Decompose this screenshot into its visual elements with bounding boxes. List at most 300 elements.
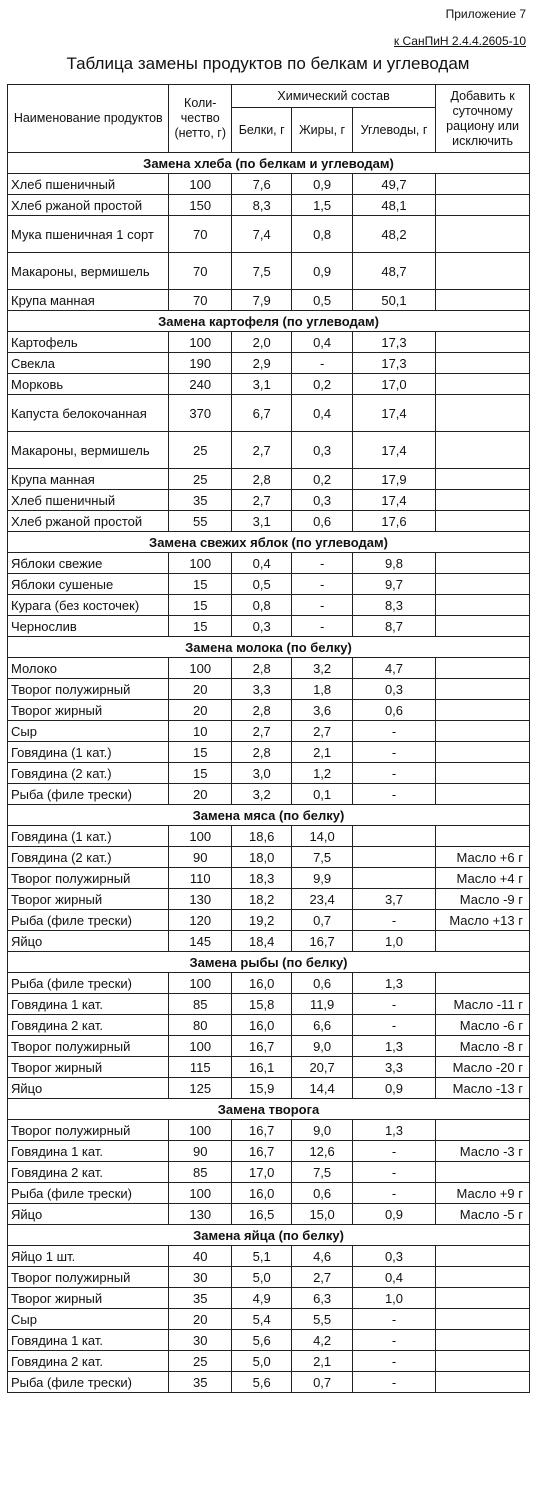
fats-cell: 5,5 bbox=[292, 1309, 352, 1330]
add-exclude-cell bbox=[436, 826, 530, 847]
proteins-cell: 18,4 bbox=[231, 931, 291, 952]
carbs-cell bbox=[352, 868, 435, 889]
add-exclude-cell bbox=[436, 574, 530, 595]
carbs-cell: 1,0 bbox=[352, 1288, 435, 1309]
add-exclude-cell bbox=[436, 353, 530, 374]
quantity-cell: 240 bbox=[169, 374, 232, 395]
proteins-cell: 5,6 bbox=[231, 1330, 291, 1351]
section-title: Замена хлеба (по белкам и углеводам) bbox=[8, 153, 530, 174]
carbs-cell: 48,7 bbox=[352, 253, 435, 290]
add-exclude-cell bbox=[436, 1162, 530, 1183]
add-exclude-cell bbox=[436, 1330, 530, 1351]
product-name-cell: Творог жирный bbox=[8, 1288, 169, 1309]
carbs-cell: 0,3 bbox=[352, 679, 435, 700]
table-row bbox=[8, 511, 530, 532]
product-name-cell: Творог полужирный bbox=[8, 1120, 169, 1141]
table-row bbox=[8, 700, 530, 721]
quantity-cell: 70 bbox=[169, 253, 232, 290]
fats-cell: 4,2 bbox=[292, 1330, 352, 1351]
carbs-cell: - bbox=[352, 763, 435, 784]
carbs-cell: 1,3 bbox=[352, 973, 435, 994]
table-row bbox=[8, 1267, 530, 1288]
proteins-cell: 18,2 bbox=[231, 889, 291, 910]
table-row bbox=[8, 1120, 530, 1141]
table-row bbox=[8, 395, 530, 432]
table-row bbox=[8, 553, 530, 574]
table-row bbox=[8, 658, 530, 679]
product-name-cell: Творог полужирный bbox=[8, 1036, 169, 1057]
table-row bbox=[8, 490, 530, 511]
fats-cell: 0,9 bbox=[292, 174, 352, 195]
fats-cell: 14,0 bbox=[292, 826, 352, 847]
fats-cell: 2,1 bbox=[292, 742, 352, 763]
add-exclude-cell bbox=[436, 395, 530, 432]
fats-cell: 3,2 bbox=[292, 658, 352, 679]
fats-cell: 1,5 bbox=[292, 195, 352, 216]
proteins-cell: 0,4 bbox=[231, 553, 291, 574]
table-row bbox=[8, 889, 530, 910]
add-exclude-cell bbox=[436, 742, 530, 763]
product-name-cell: Говядина 2 кат. bbox=[8, 1351, 169, 1372]
carbs-cell: 3,3 bbox=[352, 1057, 435, 1078]
fats-cell: - bbox=[292, 553, 352, 574]
carbs-cell: 0,9 bbox=[352, 1078, 435, 1099]
product-name-cell: Говядина 2 кат. bbox=[8, 1162, 169, 1183]
fats-cell: 7,5 bbox=[292, 847, 352, 868]
quantity-cell: 90 bbox=[169, 1141, 232, 1162]
add-exclude-cell bbox=[436, 616, 530, 637]
fats-cell: 0,4 bbox=[292, 332, 352, 353]
quantity-cell: 15 bbox=[169, 595, 232, 616]
section-title: Замена молока (по белку) bbox=[8, 637, 530, 658]
product-name-cell: Рыба (филе трески) bbox=[8, 973, 169, 994]
add-exclude-cell bbox=[436, 1246, 530, 1267]
section-title: Замена творога bbox=[8, 1099, 530, 1120]
product-name-cell: Яйцо bbox=[8, 931, 169, 952]
quantity-cell: 125 bbox=[169, 1078, 232, 1099]
fats-cell: 9,9 bbox=[292, 868, 352, 889]
fats-cell: 0,2 bbox=[292, 374, 352, 395]
product-name-cell: Капуста белокочанная bbox=[8, 395, 169, 432]
product-name-cell: Крупа манная bbox=[8, 290, 169, 311]
product-name-cell: Говядина (2 кат.) bbox=[8, 847, 169, 868]
add-exclude-cell: Масло -11 г bbox=[436, 994, 530, 1015]
product-name-cell: Рыба (филе трески) bbox=[8, 1183, 169, 1204]
add-exclude-cell: Масло -6 г bbox=[436, 1015, 530, 1036]
carbs-cell: 49,7 bbox=[352, 174, 435, 195]
carbs-cell: - bbox=[352, 1372, 435, 1393]
fats-cell: 7,5 bbox=[292, 1162, 352, 1183]
table-row bbox=[8, 253, 530, 290]
table-row bbox=[8, 616, 530, 637]
section-header-row bbox=[8, 1099, 530, 1120]
proteins-cell: 3,0 bbox=[231, 763, 291, 784]
appendix-label: Приложение 7 bbox=[445, 7, 526, 21]
quantity-cell: 15 bbox=[169, 763, 232, 784]
add-exclude-cell bbox=[436, 216, 530, 253]
product-name-cell: Чернослив bbox=[8, 616, 169, 637]
quantity-cell: 120 bbox=[169, 910, 232, 931]
quantity-cell: 90 bbox=[169, 847, 232, 868]
quantity-cell: 10 bbox=[169, 721, 232, 742]
proteins-cell: 15,9 bbox=[231, 1078, 291, 1099]
fats-cell: 12,6 bbox=[292, 1141, 352, 1162]
product-name-cell: Творог полужирный bbox=[8, 1267, 169, 1288]
product-name-cell: Говядина (2 кат.) bbox=[8, 763, 169, 784]
table-row bbox=[8, 910, 530, 931]
product-name-cell: Творог жирный bbox=[8, 889, 169, 910]
add-exclude-cell bbox=[436, 1309, 530, 1330]
section-header-row bbox=[8, 1225, 530, 1246]
section-header-row bbox=[8, 532, 530, 553]
section-header-row bbox=[8, 805, 530, 826]
quantity-cell: 100 bbox=[169, 973, 232, 994]
quantity-cell: 130 bbox=[169, 1204, 232, 1225]
quantity-cell: 190 bbox=[169, 353, 232, 374]
carbs-cell: - bbox=[352, 1141, 435, 1162]
quantity-cell: 100 bbox=[169, 332, 232, 353]
carbs-cell: 3,7 bbox=[352, 889, 435, 910]
add-exclude-cell bbox=[436, 700, 530, 721]
proteins-cell: 18,6 bbox=[231, 826, 291, 847]
quantity-cell: 100 bbox=[169, 1120, 232, 1141]
carbs-cell: 48,1 bbox=[352, 195, 435, 216]
proteins-cell: 16,7 bbox=[231, 1141, 291, 1162]
proteins-cell: 2,8 bbox=[231, 658, 291, 679]
add-exclude-cell: Масло -5 г bbox=[436, 1204, 530, 1225]
fats-cell: 0,4 bbox=[292, 395, 352, 432]
add-exclude-cell bbox=[436, 1372, 530, 1393]
proteins-cell: 0,5 bbox=[231, 574, 291, 595]
carbs-cell: - bbox=[352, 721, 435, 742]
regulation-reference: к СанПиН 2.4.4.2605-10 bbox=[393, 34, 526, 48]
section-title: Замена рыбы (по белку) bbox=[8, 952, 530, 973]
table-row bbox=[8, 742, 530, 763]
table-row bbox=[8, 784, 530, 805]
add-exclude-cell bbox=[436, 174, 530, 195]
quantity-cell: 20 bbox=[169, 1309, 232, 1330]
add-exclude-cell bbox=[436, 784, 530, 805]
product-name-cell: Картофель bbox=[8, 332, 169, 353]
product-name-cell: Яйцо bbox=[8, 1078, 169, 1099]
quantity-cell: 55 bbox=[169, 511, 232, 532]
add-exclude-cell: Масло -3 г bbox=[436, 1141, 530, 1162]
carbs-cell: 48,2 bbox=[352, 216, 435, 253]
fats-cell: 0,3 bbox=[292, 432, 352, 469]
product-name-cell: Яйцо 1 шт. bbox=[8, 1246, 169, 1267]
quantity-cell: 100 bbox=[169, 174, 232, 195]
carbs-cell: 1,3 bbox=[352, 1036, 435, 1057]
proteins-cell: 2,7 bbox=[231, 490, 291, 511]
table-row bbox=[8, 1351, 530, 1372]
proteins-cell: 18,3 bbox=[231, 868, 291, 889]
proteins-cell: 2,8 bbox=[231, 700, 291, 721]
section-header-row bbox=[8, 952, 530, 973]
quantity-cell: 85 bbox=[169, 994, 232, 1015]
proteins-cell: 7,4 bbox=[231, 216, 291, 253]
quantity-cell: 80 bbox=[169, 1015, 232, 1036]
table-row bbox=[8, 1015, 530, 1036]
product-name-cell: Крупа манная bbox=[8, 469, 169, 490]
product-name-cell: Творог полужирный bbox=[8, 868, 169, 889]
quantity-cell: 85 bbox=[169, 1162, 232, 1183]
product-name-cell: Яблоки свежие bbox=[8, 553, 169, 574]
product-name-cell: Яйцо bbox=[8, 1204, 169, 1225]
fats-cell: - bbox=[292, 353, 352, 374]
table-row bbox=[8, 332, 530, 353]
quantity-cell: 35 bbox=[169, 1288, 232, 1309]
table-row bbox=[8, 679, 530, 700]
quantity-cell: 15 bbox=[169, 616, 232, 637]
fats-cell: 0,3 bbox=[292, 490, 352, 511]
proteins-cell: 3,1 bbox=[231, 374, 291, 395]
fats-cell: 0,5 bbox=[292, 290, 352, 311]
carbs-cell: - bbox=[352, 742, 435, 763]
product-name-cell: Творог жирный bbox=[8, 700, 169, 721]
proteins-cell: 15,8 bbox=[231, 994, 291, 1015]
fats-cell: 0,2 bbox=[292, 469, 352, 490]
proteins-cell: 5,4 bbox=[231, 1309, 291, 1330]
page-title: Таблица замены продуктов по белкам и углеводам bbox=[66, 54, 470, 73]
product-name-cell: Рыба (филе трески) bbox=[8, 1372, 169, 1393]
fats-cell: 23,4 bbox=[292, 889, 352, 910]
product-name-cell: Сыр bbox=[8, 1309, 169, 1330]
carbs-cell: - bbox=[352, 1330, 435, 1351]
fats-cell: 0,9 bbox=[292, 253, 352, 290]
quantity-cell: 150 bbox=[169, 195, 232, 216]
carbs-cell: 0,3 bbox=[352, 1246, 435, 1267]
add-exclude-cell bbox=[436, 679, 530, 700]
proteins-cell: 19,2 bbox=[231, 910, 291, 931]
table-row bbox=[8, 1036, 530, 1057]
column-header-carbs: Углеводы, г bbox=[352, 108, 435, 153]
product-name-cell: Хлеб пшеничный bbox=[8, 490, 169, 511]
proteins-cell: 8,3 bbox=[231, 195, 291, 216]
table-row bbox=[8, 763, 530, 784]
fats-cell: 9,0 bbox=[292, 1036, 352, 1057]
add-exclude-cell: Масло +4 г bbox=[436, 868, 530, 889]
add-exclude-cell bbox=[436, 595, 530, 616]
table-row bbox=[8, 595, 530, 616]
add-exclude-cell bbox=[436, 374, 530, 395]
add-exclude-cell bbox=[436, 253, 530, 290]
carbs-cell: 17,9 bbox=[352, 469, 435, 490]
fats-cell: 0,8 bbox=[292, 216, 352, 253]
product-name-cell: Хлеб пшеничный bbox=[8, 174, 169, 195]
fats-cell: 15,0 bbox=[292, 1204, 352, 1225]
fats-cell: - bbox=[292, 574, 352, 595]
section-title: Замена картофеля (по углеводам) bbox=[8, 311, 530, 332]
product-name-cell: Макароны, вермишель bbox=[8, 253, 169, 290]
product-name-cell: Говядина 2 кат. bbox=[8, 1015, 169, 1036]
carbs-cell: 17,3 bbox=[352, 353, 435, 374]
quantity-cell: 30 bbox=[169, 1267, 232, 1288]
carbs-cell: 0,9 bbox=[352, 1204, 435, 1225]
proteins-cell: 17,0 bbox=[231, 1162, 291, 1183]
proteins-cell: 16,0 bbox=[231, 1183, 291, 1204]
quantity-cell: 100 bbox=[169, 553, 232, 574]
carbs-cell: - bbox=[352, 910, 435, 931]
quantity-cell: 40 bbox=[169, 1246, 232, 1267]
proteins-cell: 18,0 bbox=[231, 847, 291, 868]
carbs-cell: 9,7 bbox=[352, 574, 435, 595]
fats-cell: 16,7 bbox=[292, 931, 352, 952]
add-exclude-cell bbox=[436, 763, 530, 784]
product-name-cell: Курага (без косточек) bbox=[8, 595, 169, 616]
add-exclude-cell bbox=[436, 511, 530, 532]
proteins-cell: 2,7 bbox=[231, 432, 291, 469]
section-title: Замена яйца (по белку) bbox=[8, 1225, 530, 1246]
carbs-cell: - bbox=[352, 994, 435, 1015]
quantity-cell: 145 bbox=[169, 931, 232, 952]
product-name-cell: Рыба (филе трески) bbox=[8, 910, 169, 931]
carbs-cell: 0,6 bbox=[352, 700, 435, 721]
product-name-cell: Свекла bbox=[8, 353, 169, 374]
table-row bbox=[8, 374, 530, 395]
fats-cell: 0,7 bbox=[292, 1372, 352, 1393]
proteins-cell: 3,1 bbox=[231, 511, 291, 532]
quantity-cell: 20 bbox=[169, 784, 232, 805]
proteins-cell: 4,9 bbox=[231, 1288, 291, 1309]
add-exclude-cell: Масло +13 г bbox=[436, 910, 530, 931]
table-row bbox=[8, 1078, 530, 1099]
product-name-cell: Макароны, вермишель bbox=[8, 432, 169, 469]
carbs-cell: 8,7 bbox=[352, 616, 435, 637]
table-row bbox=[8, 1309, 530, 1330]
product-name-cell: Говядина 1 кат. bbox=[8, 994, 169, 1015]
proteins-cell: 5,0 bbox=[231, 1351, 291, 1372]
add-exclude-cell: Масло +9 г bbox=[436, 1183, 530, 1204]
table-header bbox=[8, 85, 530, 153]
column-header-fats: Жиры, г bbox=[292, 108, 352, 153]
add-exclude-cell bbox=[436, 1288, 530, 1309]
carbs-cell: 1,3 bbox=[352, 1120, 435, 1141]
quantity-cell: 15 bbox=[169, 742, 232, 763]
proteins-cell: 7,9 bbox=[231, 290, 291, 311]
product-name-cell: Сыр bbox=[8, 721, 169, 742]
fats-cell: 6,6 bbox=[292, 1015, 352, 1036]
proteins-cell: 16,7 bbox=[231, 1036, 291, 1057]
carbs-cell: 8,3 bbox=[352, 595, 435, 616]
table-row bbox=[8, 1330, 530, 1351]
section-header-row bbox=[8, 153, 530, 174]
add-exclude-cell: Масло -20 г bbox=[436, 1057, 530, 1078]
column-header-add-or-exclude: Добавить к суточному рациону или исключить bbox=[436, 85, 530, 153]
table-row bbox=[8, 847, 530, 868]
add-exclude-cell bbox=[436, 973, 530, 994]
table-row bbox=[8, 290, 530, 311]
quantity-cell: 25 bbox=[169, 432, 232, 469]
fats-cell: 0,1 bbox=[292, 784, 352, 805]
carbs-cell: - bbox=[352, 1183, 435, 1204]
proteins-cell: 2,8 bbox=[231, 469, 291, 490]
carbs-cell: 17,4 bbox=[352, 490, 435, 511]
carbs-cell: 50,1 bbox=[352, 290, 435, 311]
add-exclude-cell bbox=[436, 931, 530, 952]
carbs-cell: - bbox=[352, 1309, 435, 1330]
table-row bbox=[8, 973, 530, 994]
add-exclude-cell bbox=[436, 1120, 530, 1141]
quantity-cell: 70 bbox=[169, 216, 232, 253]
proteins-cell: 16,7 bbox=[231, 1120, 291, 1141]
carbs-cell bbox=[352, 826, 435, 847]
fats-cell: 0,6 bbox=[292, 973, 352, 994]
proteins-cell: 0,3 bbox=[231, 616, 291, 637]
add-exclude-cell bbox=[436, 1267, 530, 1288]
table-row bbox=[8, 174, 530, 195]
proteins-cell: 0,8 bbox=[231, 595, 291, 616]
fats-cell: 2,7 bbox=[292, 721, 352, 742]
proteins-cell: 16,0 bbox=[231, 1015, 291, 1036]
fats-cell: 11,9 bbox=[292, 994, 352, 1015]
add-exclude-cell bbox=[436, 332, 530, 353]
section-header-row bbox=[8, 637, 530, 658]
carbs-cell bbox=[352, 847, 435, 868]
quantity-cell: 20 bbox=[169, 679, 232, 700]
section-header-row bbox=[8, 311, 530, 332]
add-exclude-cell: Масло -8 г bbox=[436, 1036, 530, 1057]
table-row bbox=[8, 1183, 530, 1204]
proteins-cell: 5,0 bbox=[231, 1267, 291, 1288]
carbs-cell: 1,0 bbox=[352, 931, 435, 952]
product-name-cell: Морковь bbox=[8, 374, 169, 395]
add-exclude-cell bbox=[436, 290, 530, 311]
carbs-cell: 17,0 bbox=[352, 374, 435, 395]
table-row bbox=[8, 1204, 530, 1225]
quantity-cell: 130 bbox=[169, 889, 232, 910]
quantity-cell: 25 bbox=[169, 1351, 232, 1372]
table-row bbox=[8, 1141, 530, 1162]
proteins-cell: 16,5 bbox=[231, 1204, 291, 1225]
quantity-cell: 35 bbox=[169, 490, 232, 511]
quantity-cell: 25 bbox=[169, 469, 232, 490]
table-row bbox=[8, 868, 530, 889]
proteins-cell: 3,3 bbox=[231, 679, 291, 700]
product-name-cell: Хлеб ржаной простой bbox=[8, 195, 169, 216]
carbs-cell: - bbox=[352, 784, 435, 805]
carbs-cell: 0,4 bbox=[352, 1267, 435, 1288]
column-header-proteins: Белки, г bbox=[231, 108, 291, 153]
proteins-cell: 3,2 bbox=[231, 784, 291, 805]
proteins-cell: 7,5 bbox=[231, 253, 291, 290]
add-exclude-cell bbox=[436, 721, 530, 742]
product-name-cell: Мука пшеничная 1 сорт bbox=[8, 216, 169, 253]
product-name-cell: Хлеб ржаной простой bbox=[8, 511, 169, 532]
fats-cell: 3,6 bbox=[292, 700, 352, 721]
fats-cell: 6,3 bbox=[292, 1288, 352, 1309]
fats-cell: 14,4 bbox=[292, 1078, 352, 1099]
carbs-cell: - bbox=[352, 1351, 435, 1372]
product-name-cell: Молоко bbox=[8, 658, 169, 679]
quantity-cell: 30 bbox=[169, 1330, 232, 1351]
quantity-cell: 100 bbox=[169, 1036, 232, 1057]
quantity-cell: 370 bbox=[169, 395, 232, 432]
column-header-quantity: Коли-чество (нетто, г) bbox=[169, 85, 232, 153]
fats-cell: 0,7 bbox=[292, 910, 352, 931]
table-row bbox=[8, 216, 530, 253]
table-row bbox=[8, 1162, 530, 1183]
proteins-cell: 7,6 bbox=[231, 174, 291, 195]
proteins-cell: 16,0 bbox=[231, 973, 291, 994]
table-row bbox=[8, 826, 530, 847]
quantity-cell: 15 bbox=[169, 574, 232, 595]
product-name-cell: Рыба (филе трески) bbox=[8, 784, 169, 805]
carbs-cell: 9,8 bbox=[352, 553, 435, 574]
add-exclude-cell bbox=[436, 553, 530, 574]
add-exclude-cell bbox=[436, 490, 530, 511]
table-body bbox=[8, 153, 530, 1393]
proteins-cell: 2,9 bbox=[231, 353, 291, 374]
